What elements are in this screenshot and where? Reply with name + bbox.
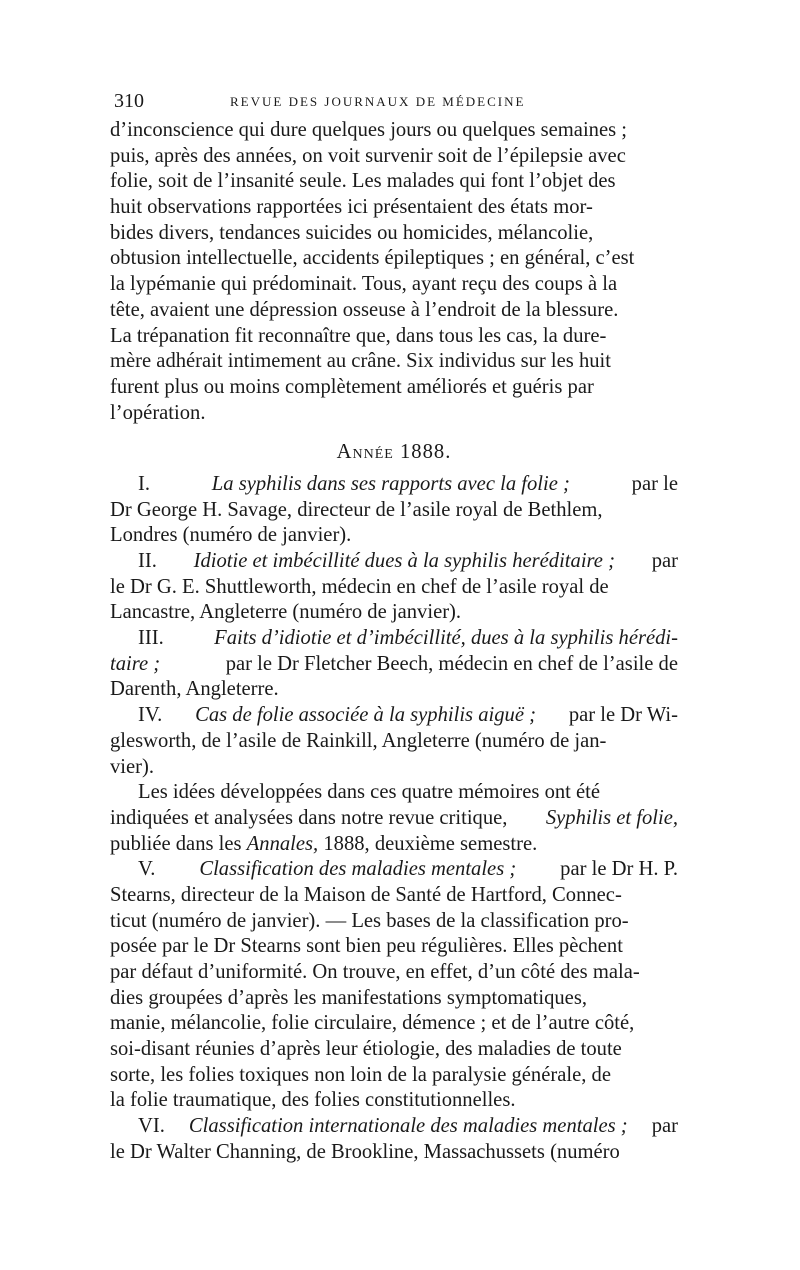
page-header (110, 90, 678, 118)
text-line: obtusion intellectuelle, accidents épileptiques ; en général, c’est (110, 247, 635, 270)
text-line: folie, soit de l’insanité seule. Les malades qui font l’objet des (110, 170, 616, 193)
entry-iv-title: Cas de folie associée à la syphilis aiguë ; (195, 704, 536, 727)
entry-vi (110, 1114, 678, 1165)
text-line: puis, après des années, on voit survenir soit de l’épilepsie avec (110, 144, 626, 167)
entry-v-line-1: V. Classification des maladies mentales ; par le Dr H. P. (110, 857, 678, 883)
text-line: glesworth, de l’asile de Rainkill, Angleterre (numéro de jan- (110, 729, 607, 752)
text-line: par défaut d’uniformité. On trouve, en effet, d’un côté des mala- (110, 961, 640, 983)
text-line: ticut (numéro de janvier). — Les bases de la classification pro- (110, 909, 629, 932)
text-line: indiquées et analysées dans notre revue critique, Syphilis et folie, (110, 806, 678, 829)
entry-i-title: La syphilis dans ses rapports avec la folie ; (211, 472, 570, 495)
entry-ii-line-1: II. Idiotie et imbécillité dues à la syphilis heréditaire ; par (110, 549, 678, 575)
entry-iii-line-2: taire ; par le Dr Fletcher Beech, médecin en chef de l’asile de (110, 652, 678, 675)
entry-ii (110, 549, 678, 626)
text-line: dies groupées d’après les manifestations symptomatiques, (110, 986, 587, 1009)
entry-iii-title: Faits d’idiotie et d’imbécillité, dues à la syphilis hérédi- (214, 627, 678, 650)
text-line: mère adhérait intimement au crâne. Six individus sur les huit (110, 350, 611, 373)
text-line: Stearns, directeur de la Maison de Santé de Hartford, Connec- (110, 883, 622, 906)
entry-vi-title: Classification internationale des maladies mentales ; (188, 1115, 628, 1138)
section-heading: Année 1888. (336, 441, 452, 464)
text-line: Les idées développées dans ces quatre mémoires ont été (138, 781, 601, 804)
text-line: huit observations rapportées ici présentaient des états mor- (110, 196, 593, 219)
text-line: Dr George H. Savage, directeur de l’asile royal de Bethlem, (110, 498, 603, 521)
text-line: tête, avaient une dépression osseuse à l’endroit de la blessure. (110, 298, 619, 321)
text-line: Lancastre, Angleterre (numéro de janvier). (110, 601, 462, 624)
running-head: REVUE DES JOURNAUX DE MÉDECINE (230, 94, 526, 109)
entry-i-line-1: I. La syphilis dans ses rapports avec la folie ; par le (110, 472, 678, 498)
entry-v (110, 857, 678, 1114)
entry-v-title: Classification des maladies mentales ; (199, 858, 517, 881)
opening-paragraph (110, 118, 678, 426)
text-line: soi-disant réunies d’après leur étiologie, des maladies de toute (110, 1038, 622, 1061)
text-line: La trépanation fit reconnaître que, dans tous les cas, la dure- (110, 324, 607, 347)
text-line: Darenth, Angleterre. (110, 678, 279, 701)
text-line: vier). (110, 755, 155, 778)
entry-iv-line-1: IV. Cas de folie associée à la syphilis aiguë ; par le Dr Wi- (110, 703, 678, 729)
text-line: furent plus ou moins complètement améliorés et guéris par (110, 375, 594, 398)
text-line: sorte, les folies toxiques non loin de la paralysie générale, de (110, 1063, 611, 1086)
text-line: d’inconscience qui dure quelques jours ou quelques semaines ; (110, 119, 627, 141)
text-line: publiée dans les Annales, 1888, deuxième semestre. (110, 832, 538, 855)
text-line: l’opération. (110, 401, 206, 424)
text-line: Londres (numéro de janvier). (110, 524, 352, 547)
text-line: posée par le Dr Stearns sont bien peu régulières. Elles pèchent (110, 935, 623, 958)
page-number: 310 (114, 90, 144, 112)
text-line: manie, mélancolie, folie circulaire, démence ; et de l’autre côté, (110, 1012, 635, 1035)
entry-iii (110, 626, 678, 703)
text-line: la lypémanie qui prédominait. Tous, ayant reçu des coups à la (110, 273, 618, 296)
text-line: le Dr G. E. Shuttleworth, médecin en chef de l’asile royal de (110, 575, 609, 598)
text-line: le Dr Walter Channing, de Brookline, Massachussets (numéro (110, 1140, 620, 1163)
text-line: bides divers, tendances suicides ou homicides, mélancolie, (110, 221, 594, 244)
entry-i (110, 472, 678, 549)
entry-iii-line-1: III. Faits d’idiotie et d’imbécillité, dues à la syphilis hérédi- (110, 626, 678, 652)
entry-ii-title: Idiotie et imbécillité dues à la syphilis heréditaire ; (193, 550, 615, 572)
entry-vi-line-1: VI. Classification internationale des maladies mentales ; par (110, 1114, 678, 1140)
text-line: la folie traumatique, des folies constitutionnelles. (110, 1089, 516, 1112)
book-page (110, 90, 678, 1166)
commentary-paragraph (110, 780, 678, 857)
entry-iv (110, 703, 678, 780)
